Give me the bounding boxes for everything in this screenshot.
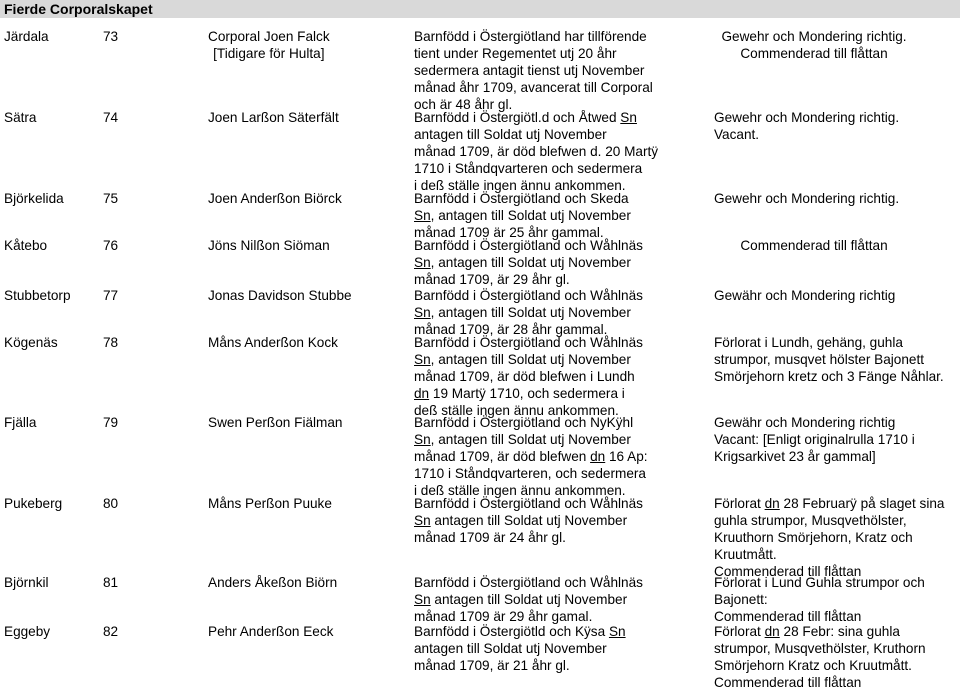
soldier-description-line: månad 1709, är död blefwen d. 20 Martÿ [414,143,659,159]
soldier-number-line: 79 [103,415,119,430]
soldier-name-line: Swen Perßon Fiälman [208,415,343,430]
soldier-description-line: månad 1709, är död blefwen dn 16 Ap: [414,448,648,464]
equipment-note-line: Kruuthorn Smörjehorn, Kratz och [714,529,913,545]
soldier-name [208,496,332,513]
soldier-description-line: deß ställe ingen ännu ankommen. [414,402,619,418]
soldier-number-line: 74 [103,110,119,125]
place-name-line: Järdala [4,29,49,44]
soldier-name-line: Pehr Anderßon Eeck [208,624,334,639]
soldier-description [414,29,653,114]
soldier-name [208,335,338,352]
soldier-description-line: i deß ställe ingen ännu ankommen. [414,482,626,498]
soldier-description [414,415,648,500]
soldier-description-line: Barnfödd i Östergiötland och NyKÿhl [414,415,634,430]
soldier-description-line: Sn antagen till Soldat utj November [414,512,628,528]
soldier-name-line: Joen Anderßon Biörck [208,191,342,206]
soldier-description-line: månad 1709, är 29 åhr gl. [414,271,570,287]
soldier-description-line: Barnfödd i Östergiötland och Wåhlnäs [414,238,643,253]
soldier-name-line: [Tidigare för Hulta] [213,45,325,61]
soldier-description-line: 1710 i Ståndqvarteren, och sedermera [414,465,646,481]
soldier-description [414,191,631,242]
soldier-description [414,335,643,420]
soldier-description [414,575,643,626]
place-name-line: Björkelida [4,191,64,206]
soldier-description-line: månad 1709, är 21 åhr gl. [414,657,570,673]
soldier-name-line: Jöns Nilßon Siöman [208,238,330,253]
soldier-name [208,288,352,305]
soldier-name-line: Anders Åkeßon Biörn [208,575,338,590]
soldier-description-line: månad 1709 är 24 åhr gl. [414,529,566,545]
place-name-line: Kögenäs [4,335,58,350]
soldier-description-line: och är 48 åhr gl. [414,96,513,112]
soldier-name-line: Corporal Joen Falck [208,29,330,44]
soldier-description-line: Barnfödd i Östergiötland och Wåhlnäs [414,288,643,303]
soldier-description-line: månad 1709 är 25 åhr gammal. [414,224,604,240]
section-title: Fierde Corporalskapet [4,1,153,17]
soldier-description [414,496,643,547]
soldier-number [103,335,118,352]
soldier-name [208,238,330,255]
soldier-description-line: månad 1709, är död blefwen i Lundh [414,368,635,384]
soldier-description-line: Sn antagen till Soldat utj November [414,591,628,607]
soldier-description-line: Sn, antagen till Soldat utj November [414,431,631,447]
place-name [4,191,64,208]
place-name [4,624,50,641]
place-name-line: Stubbetorp [4,288,71,303]
equipment-note [714,335,944,386]
soldier-number [103,238,118,255]
soldier-number [103,288,118,305]
equipment-note-line: Krigsarkivet 23 år gammal] [714,448,876,464]
soldier-description-line: Sn, antagen till Soldat utj November [414,304,631,320]
soldier-number [103,191,118,208]
soldier-number [103,624,118,641]
soldier-description-line: i deß ställe ingen ännu ankommen. [414,177,626,193]
soldier-description-line: tient under Regementet utj 20 åhr [414,45,617,61]
place-name [4,575,49,592]
equipment-note-line: Bajonett: [714,591,768,607]
soldier-description-line: Barnfödd i Östergiötl.d och Åtwed Sn [414,110,637,125]
place-name [4,29,49,46]
soldier-description-line: dn 19 Martÿ 1710, och sedermera i [414,385,625,401]
soldier-number-line: 75 [103,191,119,206]
soldier-number-line: 81 [103,575,119,590]
equipment-note [714,238,914,255]
soldier-number-line: 82 [103,624,119,639]
equipment-note-line: Commenderad till flåttan [714,674,862,690]
soldier-description [414,110,658,195]
equipment-note-line: Gewehr och Mondering richtig. [714,191,900,206]
equipment-note-line: Gewehr och Mondering richtig. [721,29,907,44]
place-name [4,288,71,305]
equipment-note [714,575,925,626]
equipment-note-line: Commenderad till flåttan [740,45,888,61]
equipment-note-line: Förlorat i Lundh, gehäng, guhla [714,335,903,350]
equipment-note-line: Smörjehorn kretz och 3 Fänge Nåhlar. [714,368,944,384]
soldier-name-line: Joen Larßon Säterfält [208,110,339,125]
equipment-note [714,624,926,692]
place-name [4,496,62,513]
soldier-description-line: Barnfödd i Östergiötland och Wåhlnäs [414,496,643,511]
equipment-note-line: Vacant: [Enligt originalrulla 1710 i [714,431,915,447]
equipment-note [714,191,899,208]
soldier-description-line: Barnfödd i Östergiötland och Wåhlnäs [414,575,643,590]
soldier-name-line: Måns Perßon Puuke [208,496,332,511]
soldier-name-line: Jonas Davidson Stubbe [208,288,352,303]
header-bar [0,0,960,18]
soldier-description-line: Barnfödd i Östergiötld och Kÿsa Sn [414,624,626,639]
soldier-description-line: månad 1709 är 29 åhr gamal. [414,608,593,624]
equipment-note [714,288,895,305]
soldier-description [414,624,626,675]
soldier-description-line: Barnfödd i Östergiötland och Skeda [414,191,629,206]
equipment-note-line: Kruutmått. [714,546,777,562]
equipment-note-line: guhla strumpor, Musqvethölster, [714,512,907,528]
equipment-note-line: Commenderad till flåttan [740,238,888,253]
equipment-note-line: Gewähr och Mondering richtig [714,415,896,430]
soldier-name-line: Måns Anderßon Kock [208,335,338,350]
place-name [4,110,37,127]
equipment-note-line: strumpor, musqvet hölster Bajonett [714,351,925,367]
soldier-number [103,496,118,513]
soldier-name [208,624,333,641]
place-name-line: Kåtebo [4,238,48,253]
soldier-description-line: Sn, antagen till Soldat utj November [414,351,631,367]
soldier-description-line: månad 1709, är 28 åhr gammal. [414,321,608,337]
place-name-line: Eggeby [4,624,51,639]
soldier-description-line: sedermera antagit tienst utj November [414,62,645,78]
soldier-number [103,110,118,127]
equipment-note-line: Gewähr och Mondering richtig [714,288,896,303]
place-name [4,238,47,255]
soldier-description-line: Sn, antagen till Soldat utj November [414,207,631,223]
soldier-description-line: Barnfödd i Östergiötland och Wåhlnäs [414,335,643,350]
place-name-line: Fjälla [4,415,37,430]
soldier-number-line: 76 [103,238,119,253]
soldier-number [103,575,118,592]
soldier-description-line: 1710 i Ståndqvarteren och sedermera [414,160,643,176]
soldier-description [414,238,643,289]
soldier-name [208,29,330,63]
equipment-note [714,415,915,466]
place-name-line: Sätra [4,110,37,125]
place-name-line: Björnkil [4,575,49,590]
place-name-line: Pukeberg [4,496,63,511]
soldier-number-line: 77 [103,288,119,303]
soldier-description-line: Sn, antagen till Soldat utj November [414,254,631,270]
soldier-description-line: månad åhr 1709, avancerat till Corporal [414,79,653,95]
equipment-note [714,496,944,581]
place-name [4,335,58,352]
soldier-name [208,110,339,127]
equipment-note-line: Vacant. [714,126,760,142]
place-name [4,415,36,432]
soldier-description-line: antagen till Soldat utj November [414,126,607,142]
soldier-description-line: antagen till Soldat utj November [414,640,607,656]
soldier-name [208,575,337,592]
equipment-note-line: Commenderad till flåttan [714,608,862,624]
equipment-note-line: Commenderad till flåttan [714,563,862,579]
equipment-note-line: Gewehr och Mondering richtig. [714,110,900,125]
equipment-note-line: Smörjehorn Kratz och Kruutmått. [714,657,912,673]
soldier-description [414,288,643,339]
equipment-note-line: Förlorat i Lund Guhla strumpor och [714,575,925,590]
soldier-name [208,191,342,208]
equipment-note [714,29,914,63]
equipment-note-line: Förlorat dn 28 Februarÿ på slaget sina [714,496,945,511]
soldier-number-line: 78 [103,335,119,350]
soldier-number-line: 80 [103,496,119,511]
soldier-description-line: Barnfödd i Östergiötland har tillförende [414,29,647,44]
soldier-number-line: 73 [103,29,119,44]
equipment-note-line: Förlorat dn 28 Febr: sina guhla [714,624,900,639]
equipment-note [714,110,899,144]
soldier-name [208,415,342,432]
soldier-number [103,415,118,432]
soldier-number [103,29,118,46]
equipment-note-line: strumpor, Musqvethölster, Kruthorn [714,640,926,656]
